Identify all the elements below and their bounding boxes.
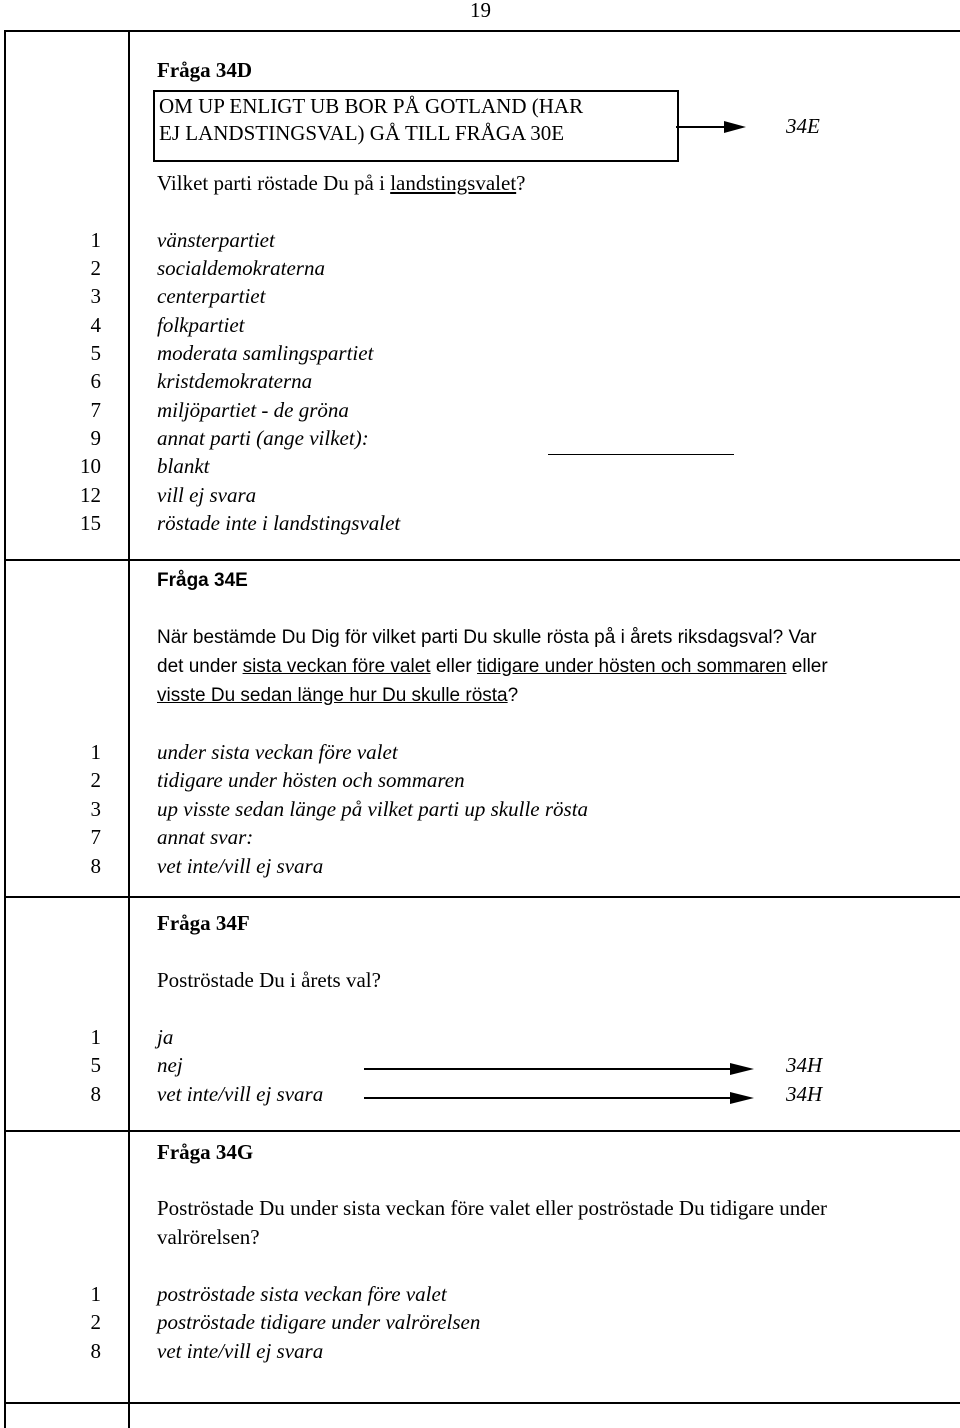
option-label[interactable]: under sista veckan före valet bbox=[157, 740, 398, 764]
option-label[interactable]: centerpartiet bbox=[157, 284, 266, 308]
question-34e-underlined: sista veckan före valet bbox=[242, 656, 431, 677]
instruction-line-1: OM UP ENLIGT UB BOR PÅ GOTLAND (HAR bbox=[159, 94, 584, 118]
arrow-right-icon bbox=[676, 118, 748, 138]
goto-34h: 34H bbox=[786, 1053, 823, 1077]
option-label[interactable]: nej bbox=[157, 1053, 183, 1077]
option-label[interactable]: vet inte/vill ej svara bbox=[157, 854, 324, 878]
question-34d-underlined: landstingsvalet bbox=[390, 171, 517, 195]
goto-34e: 34E bbox=[786, 114, 820, 138]
instruction-text bbox=[159, 93, 583, 147]
option-label[interactable]: poströstade tidigare under valrörelsen bbox=[157, 1310, 481, 1334]
question-34g-title: Fråga 34G bbox=[157, 1140, 254, 1164]
option-label[interactable]: poströstade sista veckan före valet bbox=[157, 1282, 447, 1306]
option-label[interactable]: annat svar: bbox=[157, 825, 254, 849]
option-code: 3 bbox=[90, 797, 101, 821]
option-code: 8 bbox=[90, 1082, 101, 1106]
question-34e-text: eller bbox=[786, 656, 828, 677]
frame-top-rule bbox=[4, 30, 960, 32]
option-label[interactable]: blankt bbox=[157, 454, 210, 478]
question-34f-text: Poströstade Du i årets val? bbox=[157, 968, 381, 992]
question-34e-line-3 bbox=[157, 681, 518, 710]
section-divider bbox=[4, 1130, 960, 1132]
question-34e-text: ? bbox=[507, 685, 519, 706]
question-34e-title: Fråga 34E bbox=[157, 570, 248, 591]
frame-column-divider bbox=[128, 30, 130, 1428]
question-34e-underlined: visste Du sedan länge hur Du skulle rösta bbox=[157, 685, 508, 706]
option-label[interactable]: up visste sedan länge på vilket parti up skulle rösta bbox=[157, 797, 589, 821]
section-divider bbox=[4, 1402, 960, 1404]
option-label[interactable]: kristdemokraterna bbox=[157, 369, 313, 393]
option-code: 10 bbox=[80, 454, 101, 478]
option-label[interactable]: vänsterpartiet bbox=[157, 228, 275, 252]
question-34d-title: Fråga 34D bbox=[157, 58, 253, 82]
option-label[interactable]: folkpartiet bbox=[157, 313, 245, 337]
option-code: 2 bbox=[90, 1310, 101, 1334]
question-34g-line-1: Poströstade Du under sista veckan före valet eller poströstade Du tidigare under bbox=[157, 1196, 828, 1220]
option-code: 9 bbox=[90, 426, 101, 450]
option-code: 15 bbox=[80, 511, 101, 535]
option-code: 7 bbox=[90, 825, 101, 849]
arrow-right-icon bbox=[364, 1059, 756, 1079]
option-label[interactable]: socialdemokraterna bbox=[157, 256, 325, 280]
option-code: 8 bbox=[90, 1339, 101, 1363]
question-34e-text: eller bbox=[430, 656, 478, 677]
other-party-blank-line[interactable] bbox=[548, 454, 734, 455]
option-code: 1 bbox=[90, 1282, 101, 1306]
option-code: 1 bbox=[90, 228, 101, 252]
question-34d-suffix: ? bbox=[516, 171, 526, 195]
question-34d-text bbox=[157, 169, 526, 198]
question-34e-underlined: tidigare under hösten och sommaren bbox=[477, 656, 787, 677]
option-code: 5 bbox=[90, 341, 101, 365]
question-34g-line-2: valrörelsen? bbox=[157, 1225, 260, 1249]
question-34e-line-2 bbox=[157, 652, 828, 681]
question-34e-text: det under bbox=[157, 656, 243, 677]
arrow-right-icon bbox=[364, 1088, 756, 1108]
option-code: 2 bbox=[90, 768, 101, 792]
option-code: 5 bbox=[90, 1053, 101, 1077]
option-label[interactable]: vet inte/vill ej svara bbox=[157, 1339, 324, 1363]
option-label[interactable]: ja bbox=[157, 1025, 174, 1049]
option-code: 8 bbox=[90, 854, 101, 878]
option-code: 1 bbox=[90, 1025, 101, 1049]
goto-34h: 34H bbox=[786, 1082, 823, 1106]
option-code: 6 bbox=[90, 369, 101, 393]
page-number: 19 bbox=[470, 0, 491, 22]
option-label[interactable]: vill ej svara bbox=[157, 483, 257, 507]
question-34e-line-1: När bestämde Du Dig för vilket parti Du skulle rösta på i årets riksdagsval? Var bbox=[157, 627, 817, 648]
frame-left-rule bbox=[4, 30, 6, 1428]
section-divider bbox=[4, 559, 960, 561]
option-code: 1 bbox=[90, 740, 101, 764]
option-code: 4 bbox=[90, 313, 101, 337]
option-label[interactable]: tidigare under hösten och sommaren bbox=[157, 768, 465, 792]
option-label[interactable]: röstade inte i landstingsvalet bbox=[157, 511, 401, 535]
question-34d-prefix: Vilket parti röstade Du på i bbox=[157, 171, 391, 195]
option-label[interactable]: moderata samlingspartiet bbox=[157, 341, 374, 365]
option-code: 12 bbox=[80, 483, 101, 507]
instruction-line-2: EJ LANDSTINGSVAL) GÅ TILL FRÅGA 30E bbox=[159, 121, 565, 145]
option-code: 2 bbox=[90, 256, 101, 280]
option-label[interactable]: miljöpartiet - de gröna bbox=[157, 398, 349, 422]
question-34f-title: Fråga 34F bbox=[157, 911, 250, 935]
option-label[interactable]: vet inte/vill ej svara bbox=[157, 1082, 324, 1106]
option-code: 3 bbox=[90, 284, 101, 308]
section-divider bbox=[4, 896, 960, 898]
option-label[interactable]: annat parti (ange vilket): bbox=[157, 426, 369, 450]
option-code: 7 bbox=[90, 398, 101, 422]
